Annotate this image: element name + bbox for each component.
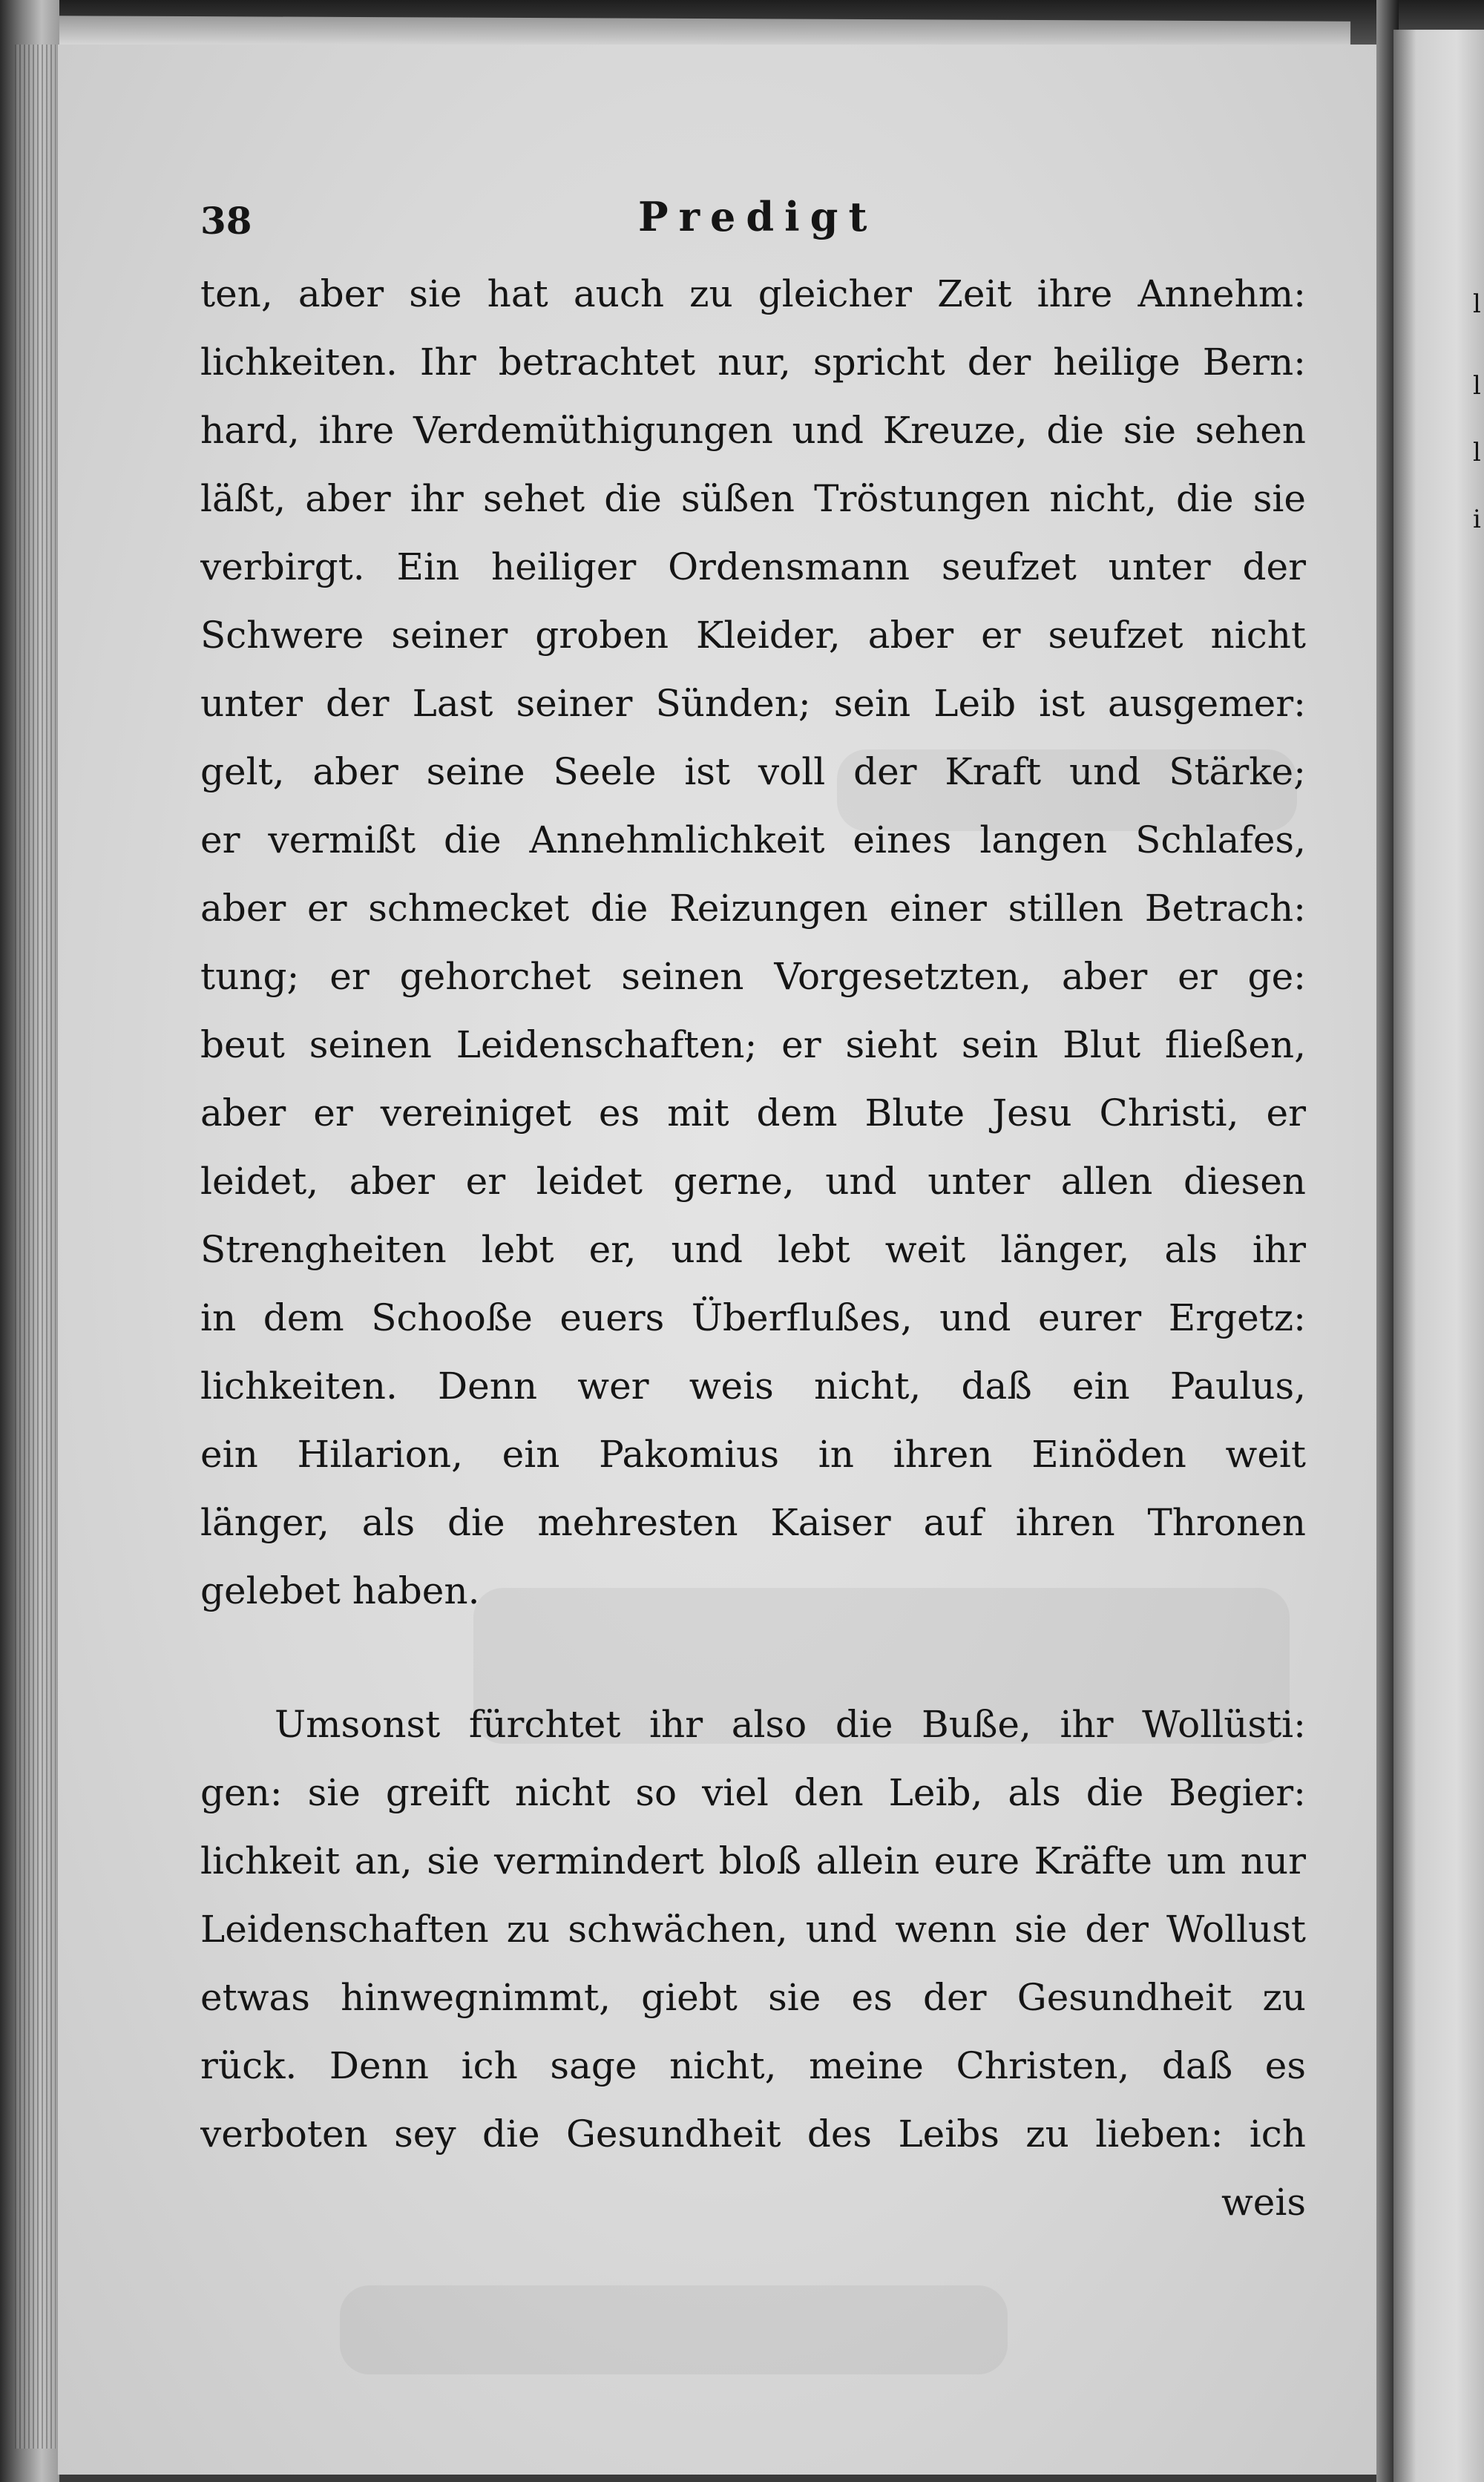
text-line: ein Hilarion, ein Pakomius in ihren Einöden weit xyxy=(200,1433,1306,1476)
text-line: Schwere seiner groben Kleider, aber er seufzet nicht xyxy=(200,614,1306,657)
text-line: gelt, aber seine Seele ist voll der Kraft und Stärke; xyxy=(200,750,1306,793)
paragraph-1 xyxy=(200,260,1306,1625)
page-number: 38 xyxy=(200,199,252,243)
paragraph-2 xyxy=(200,1690,1306,2236)
sliver-letter: l xyxy=(1473,438,1481,467)
sliver-letter: l xyxy=(1473,289,1481,319)
text-line: aber er vereiniget es mit dem Blute Jesu Christi, er xyxy=(200,1091,1306,1135)
bleed-through-mark xyxy=(340,2285,1008,2374)
text-block xyxy=(200,193,1306,2236)
catchword: weis xyxy=(1221,2181,1306,2224)
text-line: verboten sey die Gesundheit des Leibs zu lieben: ich xyxy=(200,2112,1306,2156)
text-line: er vermißt die Annehmlichkeit eines langen Schlafes, xyxy=(200,818,1306,861)
text-line: gelebet haben. xyxy=(200,1569,480,1612)
text-line: läßt, aber ihr sehet die süßen Tröstungen nicht, die sie xyxy=(200,477,1306,520)
paragraph-gap xyxy=(200,1625,1306,1690)
text-line: gen: sie greift nicht so viel den Leib, als die Begier: xyxy=(200,1771,1306,1814)
text-line: Leidenschaften zu schwächen, und wenn sie der Wollust xyxy=(200,1908,1306,1951)
text-line: hard, ihre Verdemüthigungen und Kreuze, die sie sehen xyxy=(200,409,1306,452)
text-line: leidet, aber er leidet gerne, und unter allen diesen xyxy=(200,1160,1306,1203)
sliver-letter: i xyxy=(1473,505,1481,534)
text-line: Strengheiten lebt er, und lebt weit länger, als ihr xyxy=(200,1228,1306,1271)
next-page-sliver xyxy=(1393,30,1484,2482)
text-line: lichkeit an, sie vermindert bloß allein eure Kräfte um nur xyxy=(200,1839,1306,1882)
text-line: tung; er gehorchet seinen Vorgesetzten, aber er ge: xyxy=(200,955,1306,998)
text-line: unter der Last seiner Sünden; sein Leib ist ausgemer: xyxy=(200,682,1306,725)
text-line: aber er schmecket die Reizungen einer stillen Betrach: xyxy=(200,887,1306,930)
text-line: ten, aber sie hat auch zu gleicher Zeit ihre Annehm: xyxy=(200,272,1306,315)
sliver-letter: l xyxy=(1473,371,1481,401)
page-header xyxy=(200,193,1306,260)
text-line: rück. Denn ich sage nicht, meine Christen, daß es xyxy=(200,2044,1306,2087)
text-line: lichkeiten. Denn wer weis nicht, daß ein Paulus, xyxy=(200,1365,1306,1408)
text-line: verbirgt. Ein heiliger Ordensmann seufzet unter der xyxy=(200,545,1306,588)
text-line: in dem Schooße euers Überflußes, und eurer Ergetz: xyxy=(200,1296,1306,1339)
text-line: lichkeiten. Ihr betrachtet nur, spricht der heilige Bern: xyxy=(200,341,1306,384)
text-line: länger, als die mehresten Kaiser auf ihren Thronen xyxy=(200,1501,1306,1544)
page-stack-edges xyxy=(15,45,56,2449)
text-line: etwas hinwegnimmt, giebt sie es der Gesundheit zu xyxy=(200,1976,1306,2019)
text-line: beut seinen Leidenschaften; er sieht sein Blut fließen, xyxy=(200,1023,1306,1066)
text-line: Umsonst fürchtet ihr also die Buße, ihr Wollüsti: xyxy=(275,1703,1306,1746)
running-head: Predigt xyxy=(638,193,878,240)
